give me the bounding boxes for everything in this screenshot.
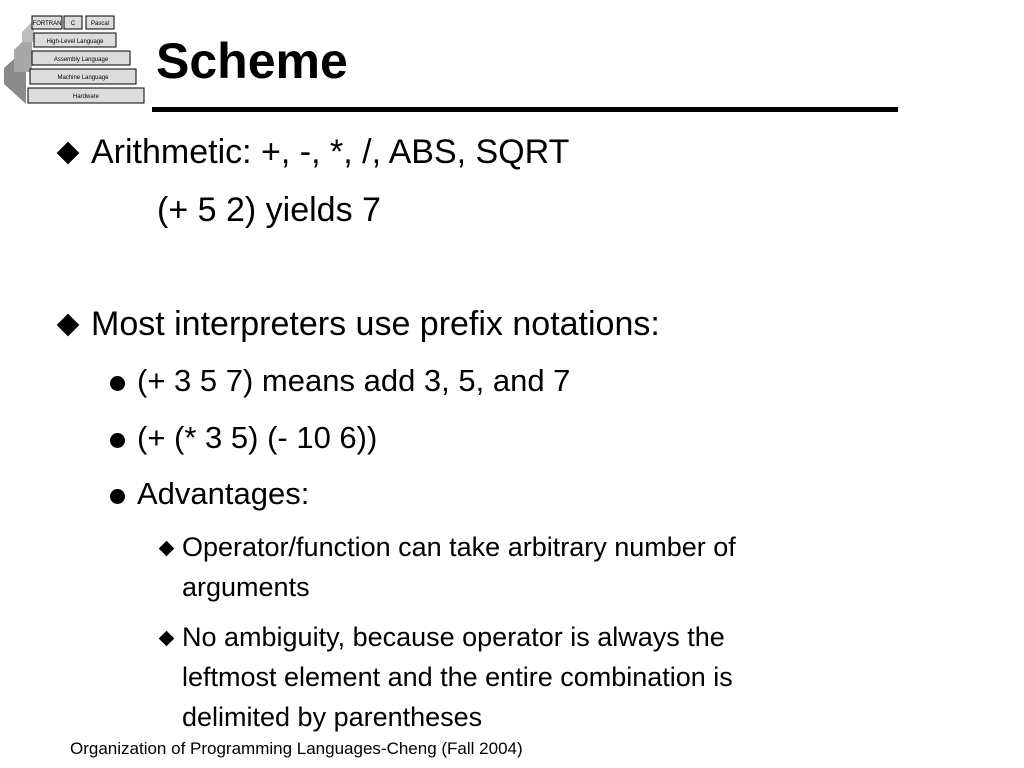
dot-bullet-icon (110, 489, 125, 504)
logo-layer-label: Machine Language (57, 75, 109, 81)
logo-lang-label: FORTRAN (32, 21, 62, 27)
bullet-arithmetic: Arithmetic: +, -, *, /, ABS, SQRT (91, 133, 570, 171)
advantage-1-line-1: Operator/function can take arbitrary number of (182, 532, 736, 562)
slide-footer: Organization of Programming Languages-Cheng (Fall 2004) (70, 739, 523, 758)
logo-layer-label: Hardware (72, 94, 100, 100)
dot-bullet-icon (110, 433, 125, 448)
sub-bullet-example-2: (+ (* 3 5) (- 10 6)) (137, 420, 378, 455)
language-layers-logo (2, 12, 148, 108)
sub-bullet-example-1: (+ 3 5 7) means add 3, 5, and 7 (137, 363, 571, 398)
sub-bullet-advantages: Advantages: (137, 476, 310, 511)
advantage-2-line-1: No ambiguity, because operator is always the (182, 622, 725, 652)
small-diamond-bullet-icon (159, 631, 175, 647)
advantage-1-line-2: arguments (182, 572, 310, 602)
logo-layer-label: Assembly Language (53, 57, 109, 63)
bullet-arithmetic-example: (+ 5 2) yields 7 (157, 191, 381, 229)
bullet-prefix-notation: Most interpreters use prefix notations: (91, 305, 660, 343)
slide-title: Scheme (156, 33, 348, 89)
dot-bullet-icon (110, 376, 125, 391)
title-underline (152, 107, 898, 112)
advantage-2-line-2: leftmost element and the entire combination is (182, 662, 733, 692)
logo-lang-label: C (70, 21, 76, 27)
logo-lang-label: Pascal (90, 21, 110, 27)
advantage-2-line-3: delimited by parentheses (182, 702, 483, 732)
diamond-bullet-icon (57, 314, 80, 337)
small-diamond-bullet-icon (159, 541, 175, 557)
logo-layer-label: High-Level Language (46, 39, 104, 45)
diamond-bullet-icon (57, 142, 80, 165)
